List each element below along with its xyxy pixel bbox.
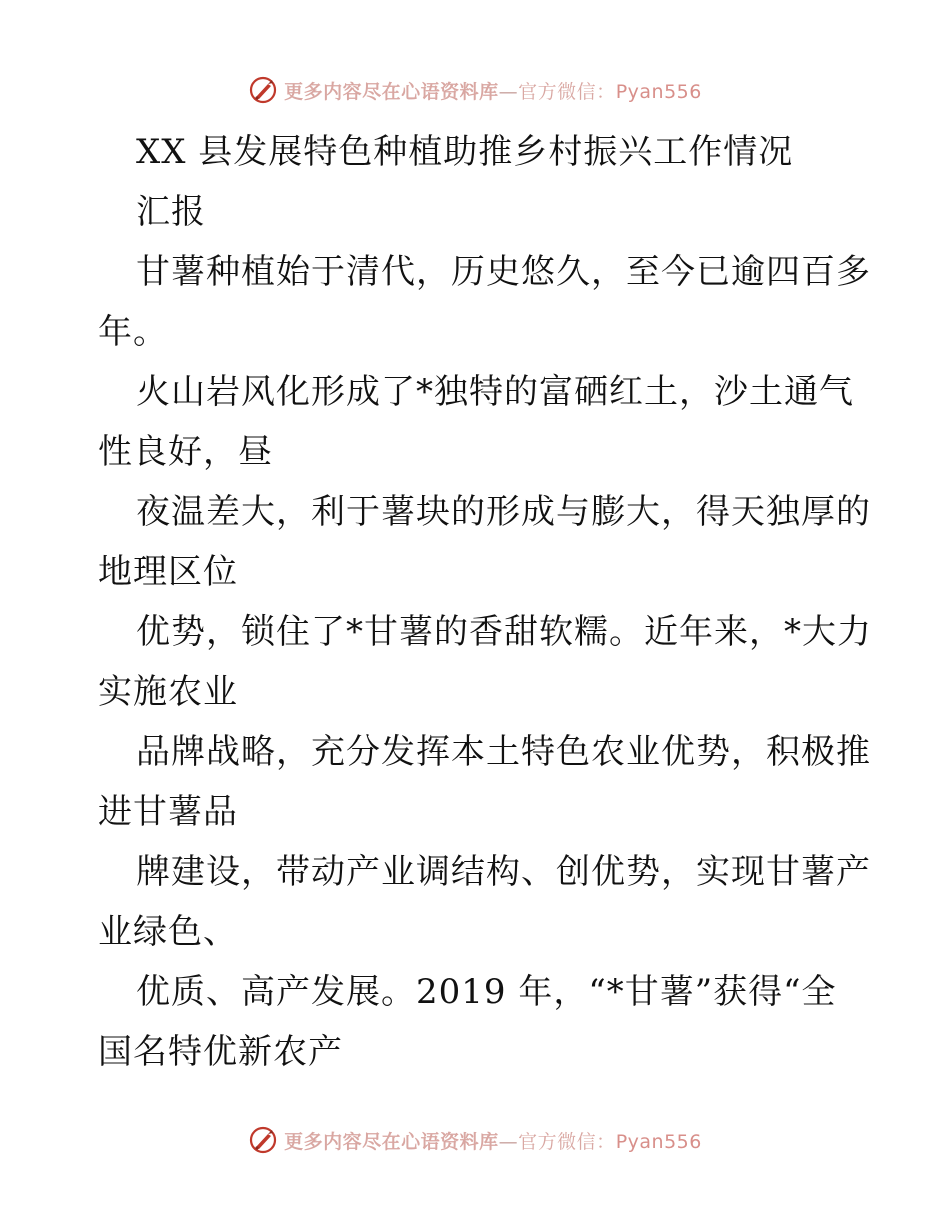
- paragraph-line: 品牌战略，充分发挥本土特色农业优势，积极推: [136, 732, 871, 772]
- paragraph-line: 火山岩风化形成了*独特的富硒红土，沙土通气: [136, 372, 854, 412]
- watermark-slogan: 更多内容尽在心语资料库: [284, 80, 499, 103]
- paragraph-line: 业绿色、: [98, 912, 238, 952]
- paragraph-line: 实施农业: [98, 672, 238, 712]
- paragraph-line: 国名特优新农产: [98, 1032, 343, 1072]
- watermark-slogan: 更多内容尽在心语资料库: [284, 1130, 499, 1153]
- watermark-label: 官方微信：: [518, 1130, 616, 1153]
- watermark-label: 官方微信：: [518, 80, 616, 103]
- document-title-line-2: 汇报: [136, 192, 206, 232]
- document-body: [98, 122, 872, 1082]
- paragraph-line: 年。: [98, 312, 168, 352]
- watermark-wechat-id: Pyan556: [615, 80, 702, 103]
- watermark-text: [284, 1127, 702, 1154]
- paragraph-line: 地理区位: [98, 552, 238, 592]
- header-watermark-banner: [0, 70, 950, 110]
- quill-pen-logo-icon: [248, 75, 278, 105]
- watermark-separator: —: [498, 1130, 519, 1153]
- paragraph-line: 性良好，昼: [98, 432, 273, 472]
- watermark-separator: —: [498, 80, 519, 103]
- paragraph-line: 甘薯种植始于清代，历史悠久，至今已逾四百多: [136, 252, 871, 292]
- document-title-line-1: XX 县发展特色种植助推乡村振兴工作情况: [136, 132, 794, 172]
- paragraph-line: 进甘薯品: [98, 792, 238, 832]
- paragraph-line: 优质、高产发展。2019 年，“*甘薯”获得“全: [136, 972, 837, 1012]
- paragraph-line: 牌建设，带动产业调结构、创优势，实现甘薯产: [136, 852, 871, 892]
- footer-watermark-banner: [0, 1120, 950, 1160]
- paragraph-line: 夜温差大，利于薯块的形成与膨大，得天独厚的: [136, 492, 871, 532]
- paragraph-line: 优势，锁住了*甘薯的香甜软糯。近年来，*大力: [136, 612, 872, 652]
- quill-pen-logo-icon: [248, 1125, 278, 1155]
- watermark-wechat-id: Pyan556: [615, 1130, 702, 1153]
- watermark-text: [284, 77, 702, 104]
